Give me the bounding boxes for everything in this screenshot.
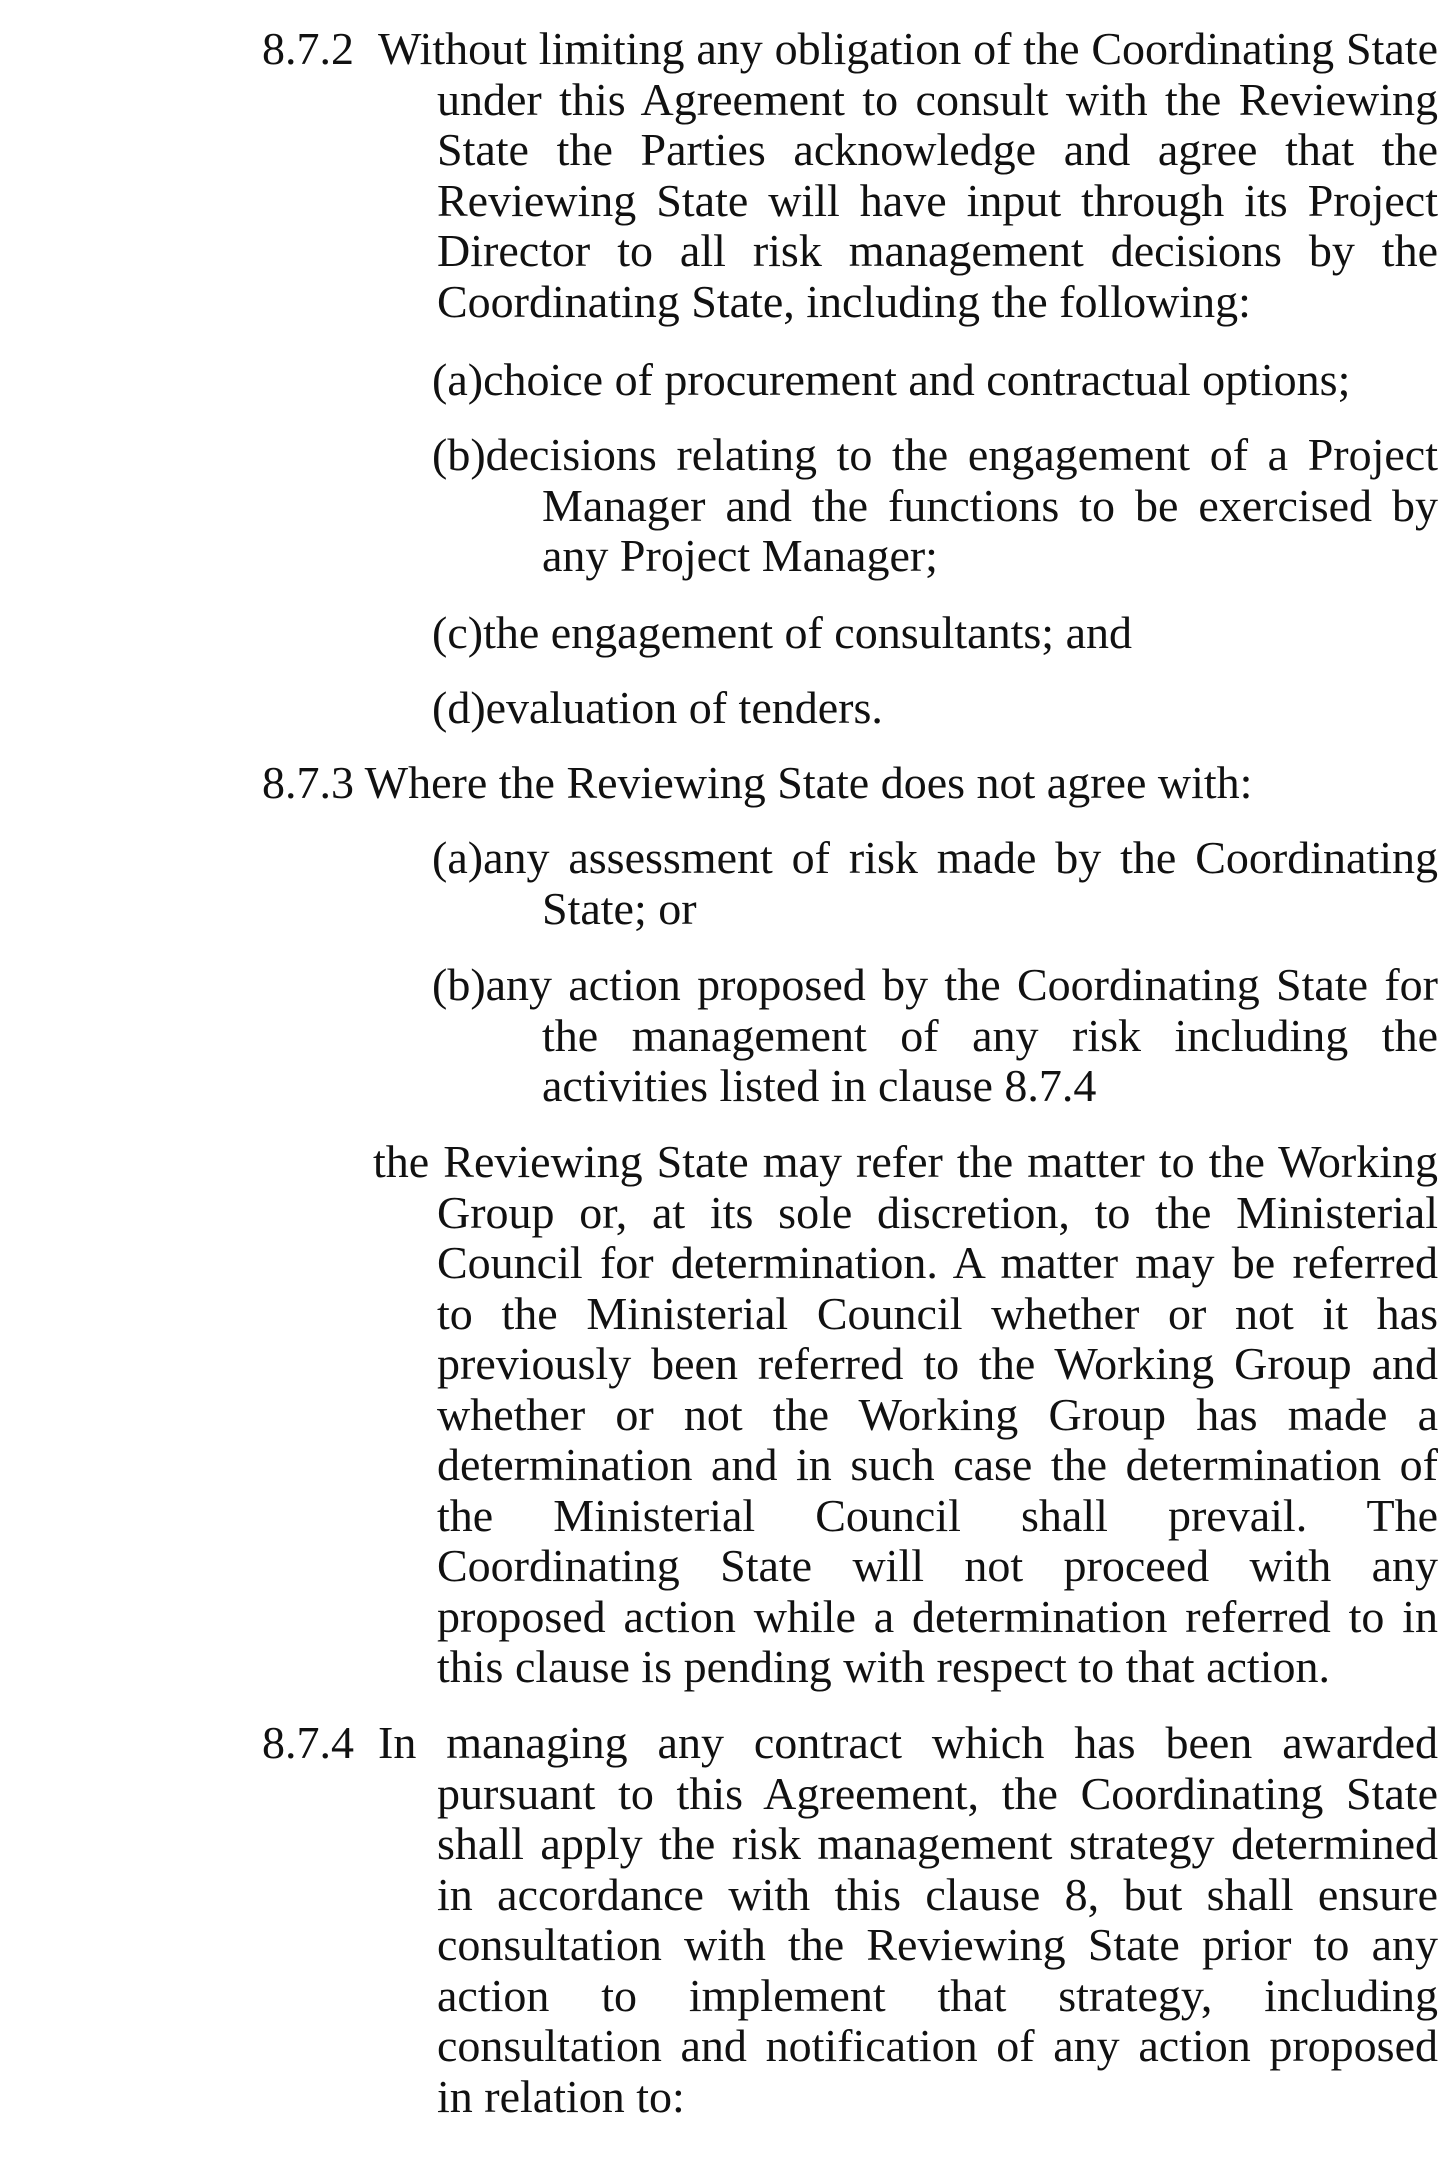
clause-number: 8.7.4: [262, 1717, 354, 1768]
clause-8-7-2-item-d: [432, 683, 1438, 734]
item-text: decisions relating to the engagement of a Project Manager and the functions to be exercised by any Project Manager;: [485, 429, 1438, 581]
item-label: (a): [432, 354, 484, 405]
clause-8-7-2-item-a: [432, 355, 1438, 406]
clause-8-7-2-item-b: [432, 430, 1438, 582]
item-text: any assessment of risk made by the Coordinating State; or: [483, 832, 1438, 934]
clause-text: In managing any contract which has been awarded pursuant to this Agreement, the Coordinating State shall apply the risk management strategy determined in accordance with this clause 8, but shall ensure consultation with the Reviewing State prior to any action to implement that strategy, including consultation and notification of any action proposed in relation to:: [378, 1717, 1438, 2122]
clause-number: 8.7.2: [262, 23, 354, 74]
clause-8-7-4: [262, 1718, 1438, 2122]
clause-8-7-3-item-a: [432, 833, 1438, 934]
clause-number: 8.7.3: [262, 757, 354, 808]
clause-text: Where the Reviewing State does not agree with:: [364, 757, 1253, 808]
item-label: (d): [432, 682, 486, 733]
item-label: (c): [432, 607, 484, 658]
clause-8-7-2: [262, 24, 1438, 327]
item-text: the engagement of consultants; and: [483, 607, 1132, 658]
clause-8-7-3-continuation: the Reviewing State may refer the matter to the Working Group or, at its sole discretion, to the Ministerial Council for determination. A matter may be referred to the Ministerial Council whether or not it has previously been referred to the Working Group and whether or not the Working Group has made a determination and in such case the determination of the Ministerial Council shall prevail. The Coordinating State will not proceed with any proposed action while a determination referred to in this clause is pending with respect to that action.: [373, 1136, 1438, 1692]
item-text: any action proposed by the Coordinating State for the management of any risk including the activities listed in clause 8.7.4: [485, 959, 1438, 1111]
clause-8-7-2-item-c: [432, 608, 1438, 659]
item-text: choice of procurement and contractual options;: [483, 354, 1351, 405]
item-label: (a): [432, 832, 484, 883]
clause-8-7-3: [262, 758, 1438, 809]
item-label: (b): [432, 959, 486, 1010]
clause-8-7-3-item-b: [432, 960, 1438, 1112]
item-label: (b): [432, 429, 486, 480]
item-text: evaluation of tenders.: [485, 682, 883, 733]
clause-text: Without limiting any obligation of the Coordinating State under this Agreement to consult with the Reviewing State the Parties acknowledge and agree that the Reviewing State will have input through its Project Director to all risk management decisions by the Coordinating State, including the following:: [378, 23, 1438, 327]
